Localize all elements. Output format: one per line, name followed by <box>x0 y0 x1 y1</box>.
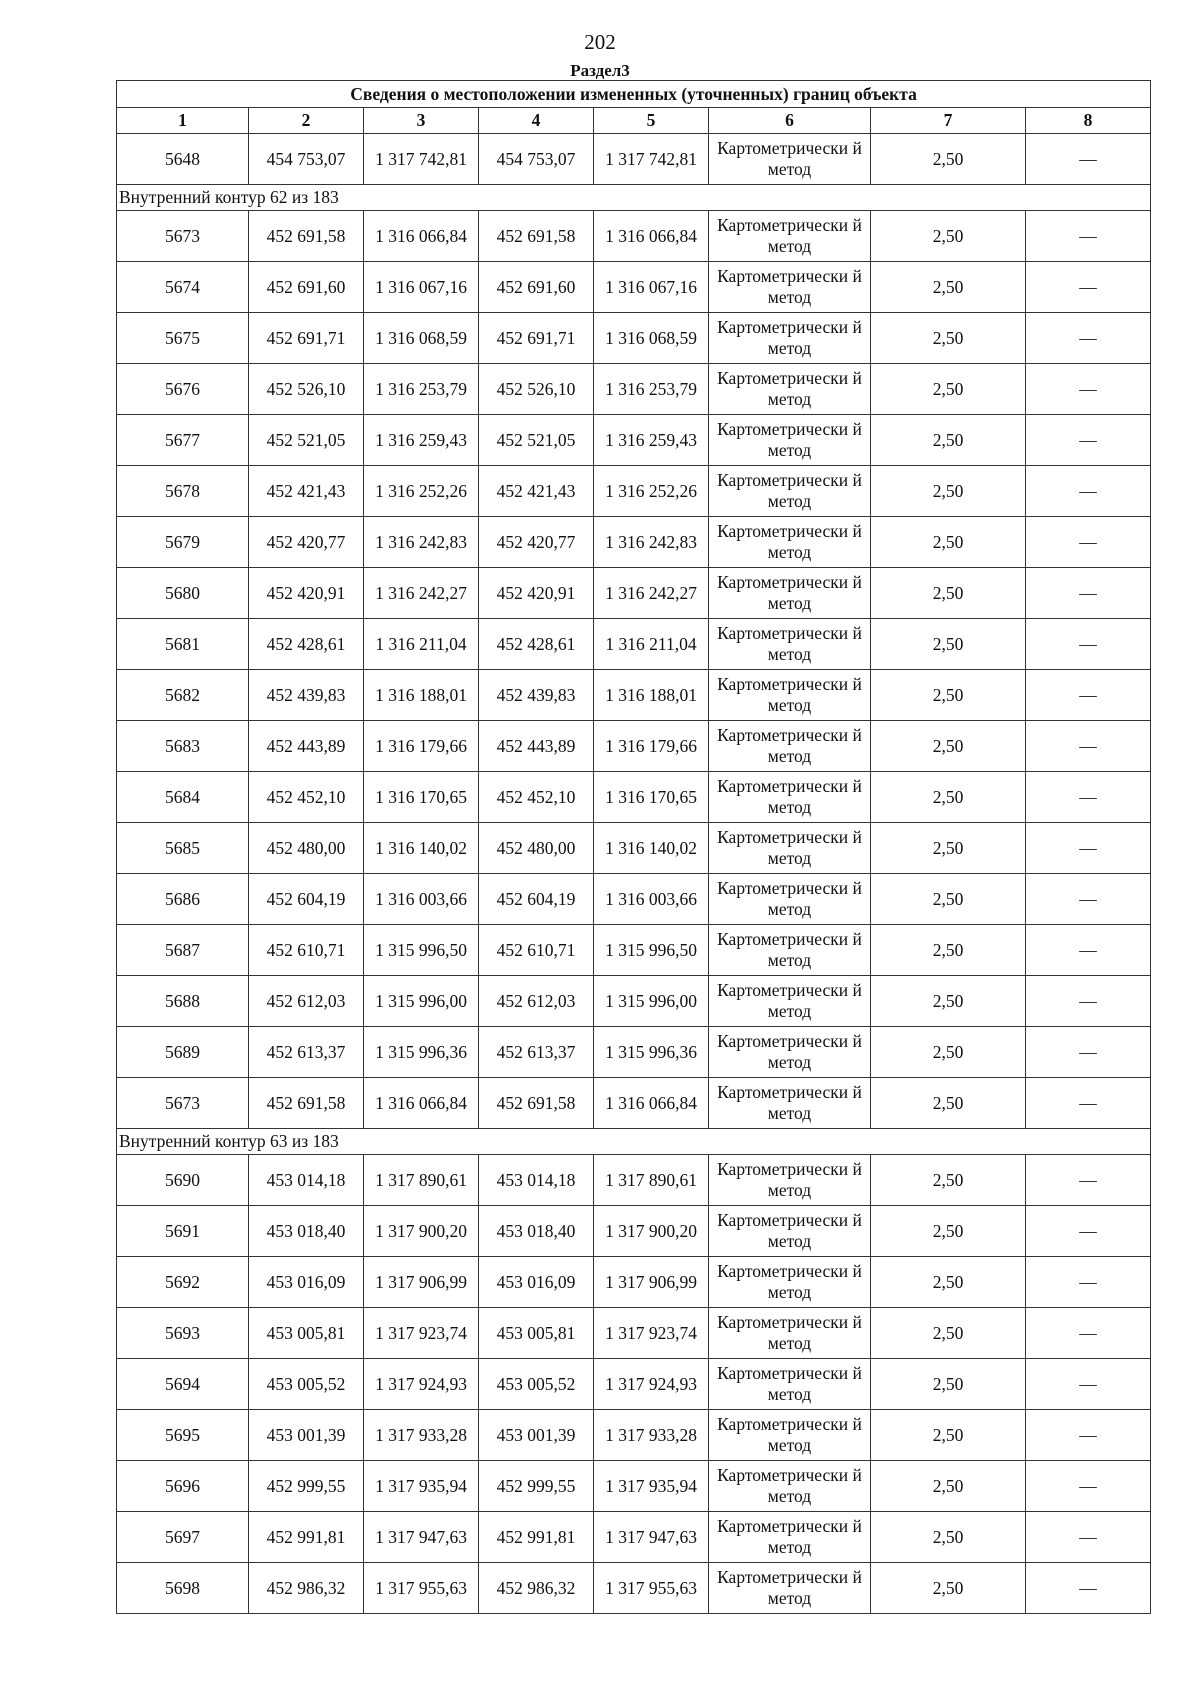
y-old-cell: 1 317 900,20 <box>364 1206 479 1257</box>
accuracy-cell: 2,50 <box>871 772 1026 823</box>
accuracy-cell: 2,50 <box>871 568 1026 619</box>
point-number-cell: 5648 <box>117 134 249 185</box>
y-new-cell: 1 316 259,43 <box>594 415 709 466</box>
table-row <box>117 134 1151 185</box>
x-old-cell: 452 691,71 <box>249 313 364 364</box>
description-cell: — <box>1026 1563 1151 1614</box>
description-cell: — <box>1026 313 1151 364</box>
method-cell: Картометрически й метод <box>709 1257 871 1308</box>
y-new-cell: 1 316 066,84 <box>594 1078 709 1129</box>
table-row <box>117 1027 1151 1078</box>
method-cell: Картометрически й метод <box>709 1078 871 1129</box>
x-old-cell: 453 018,40 <box>249 1206 364 1257</box>
table-row <box>117 211 1151 262</box>
method-cell: Картометрически й метод <box>709 1461 871 1512</box>
method-cell: Картометрически й метод <box>709 1512 871 1563</box>
y-old-cell: 1 316 242,27 <box>364 568 479 619</box>
table-row <box>117 619 1151 670</box>
accuracy-cell: 2,50 <box>871 670 1026 721</box>
y-new-cell: 1 316 067,16 <box>594 262 709 313</box>
point-number-cell: 5682 <box>117 670 249 721</box>
x-old-cell: 453 001,39 <box>249 1410 364 1461</box>
point-number-cell: 5674 <box>117 262 249 313</box>
description-cell: — <box>1026 1308 1151 1359</box>
y-old-cell: 1 316 170,65 <box>364 772 479 823</box>
description-cell: — <box>1026 1027 1151 1078</box>
column-number-7: 7 <box>871 108 1026 134</box>
method-cell: Картометрически й метод <box>709 211 871 262</box>
description-cell: — <box>1026 1155 1151 1206</box>
description-cell: — <box>1026 976 1151 1027</box>
x-old-cell: 454 753,07 <box>249 134 364 185</box>
point-number-cell: 5673 <box>117 211 249 262</box>
y-new-cell: 1 317 935,94 <box>594 1461 709 1512</box>
y-old-cell: 1 317 924,93 <box>364 1359 479 1410</box>
column-number-2: 2 <box>249 108 364 134</box>
description-cell: — <box>1026 1410 1151 1461</box>
x-old-cell: 452 420,91 <box>249 568 364 619</box>
x-new-cell: 452 613,37 <box>479 1027 594 1078</box>
method-cell: Картометрически й метод <box>709 517 871 568</box>
method-cell: Картометрически й метод <box>709 1563 871 1614</box>
x-new-cell: 453 001,39 <box>479 1410 594 1461</box>
accuracy-cell: 2,50 <box>871 1563 1026 1614</box>
point-number-cell: 5683 <box>117 721 249 772</box>
x-old-cell: 452 443,89 <box>249 721 364 772</box>
x-new-cell: 452 421,43 <box>479 466 594 517</box>
table-row <box>117 1359 1151 1410</box>
x-old-cell: 452 991,81 <box>249 1512 364 1563</box>
description-cell: — <box>1026 466 1151 517</box>
table-title-row <box>117 81 1151 108</box>
y-new-cell: 1 317 900,20 <box>594 1206 709 1257</box>
accuracy-cell: 2,50 <box>871 874 1026 925</box>
y-old-cell: 1 316 188,01 <box>364 670 479 721</box>
point-number-cell: 5686 <box>117 874 249 925</box>
column-number-8: 8 <box>1026 108 1151 134</box>
accuracy-cell: 2,50 <box>871 976 1026 1027</box>
x-old-cell: 452 452,10 <box>249 772 364 823</box>
x-new-cell: 452 691,60 <box>479 262 594 313</box>
description-cell: — <box>1026 517 1151 568</box>
point-number-cell: 5684 <box>117 772 249 823</box>
method-cell: Картометрически й метод <box>709 1410 871 1461</box>
x-old-cell: 452 420,77 <box>249 517 364 568</box>
point-number-cell: 5687 <box>117 925 249 976</box>
method-cell: Картометрически й метод <box>709 1027 871 1078</box>
y-new-cell: 1 316 252,26 <box>594 466 709 517</box>
y-new-cell: 1 316 179,66 <box>594 721 709 772</box>
column-number-5: 5 <box>594 108 709 134</box>
accuracy-cell: 2,50 <box>871 1155 1026 1206</box>
point-number-cell: 5675 <box>117 313 249 364</box>
point-number-cell: 5681 <box>117 619 249 670</box>
y-new-cell: 1 316 003,66 <box>594 874 709 925</box>
x-old-cell: 452 691,58 <box>249 211 364 262</box>
x-old-cell: 453 016,09 <box>249 1257 364 1308</box>
table-row <box>117 670 1151 721</box>
accuracy-cell: 2,50 <box>871 1027 1026 1078</box>
table-row <box>117 1410 1151 1461</box>
point-number-cell: 5690 <box>117 1155 249 1206</box>
description-cell: — <box>1026 619 1151 670</box>
x-old-cell: 452 428,61 <box>249 619 364 670</box>
accuracy-cell: 2,50 <box>871 134 1026 185</box>
x-new-cell: 452 480,00 <box>479 823 594 874</box>
accuracy-cell: 2,50 <box>871 466 1026 517</box>
y-old-cell: 1 316 140,02 <box>364 823 479 874</box>
method-cell: Картометрически й метод <box>709 874 871 925</box>
y-new-cell: 1 317 924,93 <box>594 1359 709 1410</box>
x-old-cell: 452 521,05 <box>249 415 364 466</box>
point-number-cell: 5696 <box>117 1461 249 1512</box>
x-new-cell: 453 016,09 <box>479 1257 594 1308</box>
method-cell: Картометрически й метод <box>709 568 871 619</box>
description-cell: — <box>1026 1206 1151 1257</box>
x-old-cell: 452 480,00 <box>249 823 364 874</box>
table-row <box>117 1078 1151 1129</box>
method-cell: Картометрически й метод <box>709 976 871 1027</box>
accuracy-cell: 2,50 <box>871 364 1026 415</box>
column-number-4: 4 <box>479 108 594 134</box>
y-old-cell: 1 317 947,63 <box>364 1512 479 1563</box>
x-old-cell: 452 691,58 <box>249 1078 364 1129</box>
x-new-cell: 452 691,71 <box>479 313 594 364</box>
point-number-cell: 5678 <box>117 466 249 517</box>
x-old-cell: 452 610,71 <box>249 925 364 976</box>
y-new-cell: 1 317 947,63 <box>594 1512 709 1563</box>
y-old-cell: 1 316 259,43 <box>364 415 479 466</box>
x-new-cell: 452 986,32 <box>479 1563 594 1614</box>
description-cell: — <box>1026 415 1151 466</box>
method-cell: Картометрически й метод <box>709 1206 871 1257</box>
method-cell: Картометрически й метод <box>709 262 871 313</box>
x-new-cell: 454 753,07 <box>479 134 594 185</box>
y-new-cell: 1 317 923,74 <box>594 1308 709 1359</box>
method-cell: Картометрически й метод <box>709 925 871 976</box>
accuracy-cell: 2,50 <box>871 262 1026 313</box>
accuracy-cell: 2,50 <box>871 1410 1026 1461</box>
x-new-cell: 452 521,05 <box>479 415 594 466</box>
point-number-cell: 5693 <box>117 1308 249 1359</box>
description-cell: — <box>1026 772 1151 823</box>
description-cell: — <box>1026 670 1151 721</box>
method-cell: Картометрически й метод <box>709 313 871 364</box>
method-cell: Картометрически й метод <box>709 721 871 772</box>
y-new-cell: 1 317 955,63 <box>594 1563 709 1614</box>
description-cell: — <box>1026 568 1151 619</box>
point-number-cell: 5695 <box>117 1410 249 1461</box>
y-new-cell: 1 316 242,27 <box>594 568 709 619</box>
table-row <box>117 262 1151 313</box>
point-number-cell: 5688 <box>117 976 249 1027</box>
contour-label: Внутренний контур 63 из 183 <box>117 1129 1151 1155</box>
table-row <box>117 925 1151 976</box>
description-cell: — <box>1026 874 1151 925</box>
table-row <box>117 823 1151 874</box>
y-old-cell: 1 315 996,00 <box>364 976 479 1027</box>
section-label: Раздел3 <box>570 61 630 80</box>
table-row <box>117 1308 1151 1359</box>
description-cell: — <box>1026 1257 1151 1308</box>
table-title: Сведения о местоположении измененных (уточненных) границ объекта <box>117 81 1151 108</box>
page-number: 202 <box>584 30 616 54</box>
x-new-cell: 452 452,10 <box>479 772 594 823</box>
table-row <box>117 874 1151 925</box>
description-cell: — <box>1026 925 1151 976</box>
table-row <box>117 721 1151 772</box>
accuracy-cell: 2,50 <box>871 823 1026 874</box>
table-row <box>117 976 1151 1027</box>
point-number-cell: 5689 <box>117 1027 249 1078</box>
table-row <box>117 415 1151 466</box>
accuracy-cell: 2,50 <box>871 313 1026 364</box>
table-row <box>117 1461 1151 1512</box>
point-number-cell: 5685 <box>117 823 249 874</box>
y-new-cell: 1 316 211,04 <box>594 619 709 670</box>
y-old-cell: 1 316 003,66 <box>364 874 479 925</box>
table-row <box>117 313 1151 364</box>
column-number-row <box>117 108 1151 134</box>
y-old-cell: 1 316 179,66 <box>364 721 479 772</box>
x-new-cell: 452 691,58 <box>479 1078 594 1129</box>
method-cell: Картометрически й метод <box>709 772 871 823</box>
point-number-cell: 5676 <box>117 364 249 415</box>
x-new-cell: 452 691,58 <box>479 211 594 262</box>
point-number-cell: 5692 <box>117 1257 249 1308</box>
table-row <box>117 1563 1151 1614</box>
x-new-cell: 452 420,77 <box>479 517 594 568</box>
x-new-cell: 452 420,91 <box>479 568 594 619</box>
accuracy-cell: 2,50 <box>871 619 1026 670</box>
method-cell: Картометрически й метод <box>709 1155 871 1206</box>
x-new-cell: 452 999,55 <box>479 1461 594 1512</box>
table-row <box>117 1512 1151 1563</box>
point-number-cell: 5697 <box>117 1512 249 1563</box>
x-new-cell: 452 439,83 <box>479 670 594 721</box>
column-number-3: 3 <box>364 108 479 134</box>
y-old-cell: 1 316 253,79 <box>364 364 479 415</box>
x-new-cell: 453 005,52 <box>479 1359 594 1410</box>
point-number-cell: 5680 <box>117 568 249 619</box>
x-old-cell: 452 986,32 <box>249 1563 364 1614</box>
y-new-cell: 1 315 996,36 <box>594 1027 709 1078</box>
point-number-cell: 5677 <box>117 415 249 466</box>
method-cell: Картометрически й метод <box>709 364 871 415</box>
y-old-cell: 1 316 068,59 <box>364 313 479 364</box>
x-old-cell: 452 691,60 <box>249 262 364 313</box>
y-old-cell: 1 316 252,26 <box>364 466 479 517</box>
y-new-cell: 1 316 242,83 <box>594 517 709 568</box>
y-new-cell: 1 315 996,00 <box>594 976 709 1027</box>
y-new-cell: 1 316 140,02 <box>594 823 709 874</box>
method-cell: Картометрически й метод <box>709 823 871 874</box>
y-old-cell: 1 316 242,83 <box>364 517 479 568</box>
accuracy-cell: 2,50 <box>871 925 1026 976</box>
contour-header-row <box>117 1129 1151 1155</box>
method-cell: Картометрически й метод <box>709 466 871 517</box>
y-new-cell: 1 316 188,01 <box>594 670 709 721</box>
x-old-cell: 453 005,81 <box>249 1308 364 1359</box>
description-cell: — <box>1026 1359 1151 1410</box>
x-old-cell: 453 005,52 <box>249 1359 364 1410</box>
y-new-cell: 1 315 996,50 <box>594 925 709 976</box>
y-old-cell: 1 317 890,61 <box>364 1155 479 1206</box>
y-new-cell: 1 317 742,81 <box>594 134 709 185</box>
method-cell: Картометрически й метод <box>709 134 871 185</box>
y-new-cell: 1 316 068,59 <box>594 313 709 364</box>
y-old-cell: 1 316 066,84 <box>364 211 479 262</box>
x-old-cell: 452 439,83 <box>249 670 364 721</box>
point-number-cell: 5691 <box>117 1206 249 1257</box>
y-new-cell: 1 316 066,84 <box>594 211 709 262</box>
y-old-cell: 1 317 923,74 <box>364 1308 479 1359</box>
x-new-cell: 453 005,81 <box>479 1308 594 1359</box>
coordinates-table <box>116 80 1151 1614</box>
y-old-cell: 1 316 066,84 <box>364 1078 479 1129</box>
column-number-1: 1 <box>117 108 249 134</box>
description-cell: — <box>1026 1078 1151 1129</box>
x-new-cell: 452 526,10 <box>479 364 594 415</box>
point-number-cell: 5698 <box>117 1563 249 1614</box>
table-row <box>117 1257 1151 1308</box>
x-new-cell: 452 612,03 <box>479 976 594 1027</box>
table-row <box>117 1206 1151 1257</box>
y-old-cell: 1 316 067,16 <box>364 262 479 313</box>
table-row <box>117 772 1151 823</box>
table-row <box>117 364 1151 415</box>
x-new-cell: 453 018,40 <box>479 1206 594 1257</box>
table-row <box>117 466 1151 517</box>
accuracy-cell: 2,50 <box>871 1257 1026 1308</box>
accuracy-cell: 2,50 <box>871 1512 1026 1563</box>
y-new-cell: 1 316 253,79 <box>594 364 709 415</box>
y-old-cell: 1 315 996,50 <box>364 925 479 976</box>
y-old-cell: 1 317 742,81 <box>364 134 479 185</box>
table-row <box>117 517 1151 568</box>
y-old-cell: 1 317 933,28 <box>364 1410 479 1461</box>
y-new-cell: 1 316 170,65 <box>594 772 709 823</box>
x-new-cell: 452 991,81 <box>479 1512 594 1563</box>
x-old-cell: 452 421,43 <box>249 466 364 517</box>
y-new-cell: 1 317 906,99 <box>594 1257 709 1308</box>
description-cell: — <box>1026 823 1151 874</box>
method-cell: Картометрически й метод <box>709 1308 871 1359</box>
accuracy-cell: 2,50 <box>871 211 1026 262</box>
description-cell: — <box>1026 134 1151 185</box>
x-new-cell: 452 428,61 <box>479 619 594 670</box>
contour-header-row <box>117 185 1151 211</box>
method-cell: Картометрически й метод <box>709 415 871 466</box>
description-cell: — <box>1026 364 1151 415</box>
description-cell: — <box>1026 211 1151 262</box>
point-number-cell: 5694 <box>117 1359 249 1410</box>
column-number-6: 6 <box>709 108 871 134</box>
point-number-cell: 5679 <box>117 517 249 568</box>
y-new-cell: 1 317 890,61 <box>594 1155 709 1206</box>
table-body <box>117 81 1151 1614</box>
y-old-cell: 1 317 906,99 <box>364 1257 479 1308</box>
x-new-cell: 453 014,18 <box>479 1155 594 1206</box>
y-old-cell: 1 315 996,36 <box>364 1027 479 1078</box>
x-old-cell: 452 613,37 <box>249 1027 364 1078</box>
accuracy-cell: 2,50 <box>871 721 1026 772</box>
x-old-cell: 452 999,55 <box>249 1461 364 1512</box>
x-new-cell: 452 610,71 <box>479 925 594 976</box>
x-old-cell: 453 014,18 <box>249 1155 364 1206</box>
accuracy-cell: 2,50 <box>871 517 1026 568</box>
x-old-cell: 452 612,03 <box>249 976 364 1027</box>
accuracy-cell: 2,50 <box>871 1206 1026 1257</box>
method-cell: Картометрически й метод <box>709 619 871 670</box>
accuracy-cell: 2,50 <box>871 1308 1026 1359</box>
y-old-cell: 1 317 955,63 <box>364 1563 479 1614</box>
accuracy-cell: 2,50 <box>871 1078 1026 1129</box>
x-new-cell: 452 604,19 <box>479 874 594 925</box>
accuracy-cell: 2,50 <box>871 1359 1026 1410</box>
y-old-cell: 1 317 935,94 <box>364 1461 479 1512</box>
method-cell: Картометрически й метод <box>709 670 871 721</box>
y-old-cell: 1 316 211,04 <box>364 619 479 670</box>
y-new-cell: 1 317 933,28 <box>594 1410 709 1461</box>
point-number-cell: 5673 <box>117 1078 249 1129</box>
description-cell: — <box>1026 1461 1151 1512</box>
x-old-cell: 452 526,10 <box>249 364 364 415</box>
contour-label: Внутренний контур 62 из 183 <box>117 185 1151 211</box>
description-cell: — <box>1026 262 1151 313</box>
accuracy-cell: 2,50 <box>871 415 1026 466</box>
description-cell: — <box>1026 721 1151 772</box>
table-row <box>117 1155 1151 1206</box>
accuracy-cell: 2,50 <box>871 1461 1026 1512</box>
method-cell: Картометрически й метод <box>709 1359 871 1410</box>
x-old-cell: 452 604,19 <box>249 874 364 925</box>
description-cell: — <box>1026 1512 1151 1563</box>
x-new-cell: 452 443,89 <box>479 721 594 772</box>
table-row <box>117 568 1151 619</box>
